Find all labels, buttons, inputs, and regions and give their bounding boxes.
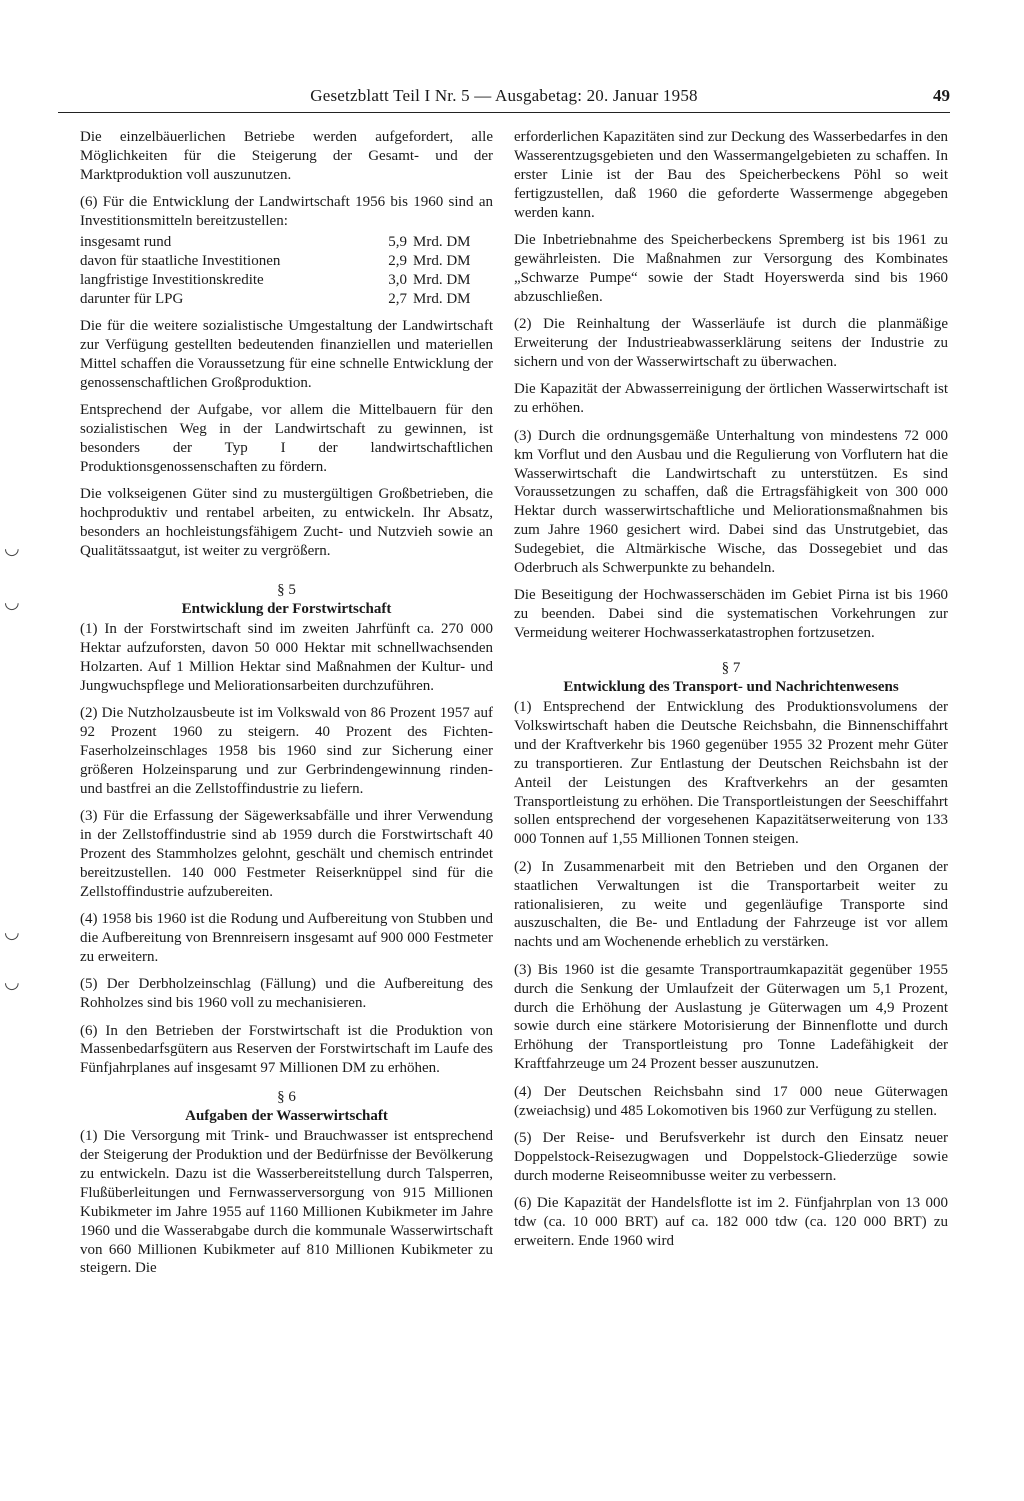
paragraph: Die einzelbäuerlichen Betriebe werden aufgefordert, alle Möglichkeiten für die Steigerung der Gesamt- und der Marktproduktion voll auszunutzen.	[80, 129, 493, 183]
paragraph: (6) Für die Entwicklung der Landwirtschaft 1956 bis 1960 sind an Investitionsmitteln bereitzustellen:	[80, 194, 493, 230]
paragraph: Die Kapazität der Abwasserreinigung der örtlichen Wasserwirtschaft ist zu erhöhen.	[514, 381, 948, 417]
investment-label: darunter für LPG	[80, 290, 184, 307]
paragraph: (4) 1958 bis 1960 ist die Rodung und Aufbereitung von Stubben und die Aufbereitung von Brennreisern insgesamt auf 900 000 Festmeter zu erweitern.	[80, 911, 493, 965]
paragraph: Die für die weitere sozialistische Umgestaltung der Landwirtschaft zur Verfügung gestellten bedeutenden finanziellen und materiellen Mittel schaffen die Voraussetzung für eine schnelle Entwicklung der genossenschaftlichen Großproduktion.	[80, 318, 493, 391]
investment-row	[80, 252, 493, 271]
paragraph: (4) Der Deutschen Reichsbahn sind 17 000 neue Güterwagen (zweiachsig) und 485 Lokomotiven bis 1960 zur Verfügung zu stellen.	[514, 1083, 948, 1119]
section-heading: Entwicklung des Transport- und Nachrichtenwesens	[563, 679, 899, 696]
investment-unit: Mrd. DM	[413, 290, 471, 307]
section-number: § 5	[277, 582, 296, 599]
investment-row	[80, 271, 493, 290]
investment-unit: Mrd. DM	[413, 234, 471, 251]
section-heading: Aufgaben der Wasserwirtschaft	[185, 1108, 388, 1125]
header-title: Gesetzblatt Teil I Nr. 5 — Ausgabetag: 20. Januar 1958	[310, 86, 698, 105]
margin-check-mark: ◡	[4, 972, 20, 992]
paragraph: (2) Die Nutzholzausbeute ist im Volkswald von 86 Prozent 1957 auf 92 Prozent 1960 zu steigern. 40 Prozent des Fichten-Faserholzeinschlages 1958 bis 1960 sind zur Sicherung einer größeren Holzeinsparung und zur Gerbrindengewinnung rinden- und bastfrei an die Zellstoffindustrie zu liefern.	[80, 704, 493, 797]
margin-check-mark: ◡	[4, 538, 20, 558]
paragraph: erforderlichen Kapazitäten sind zur Deckung des Wasserbedarfes in den Wasserentzugsgebieten und den Wassermangelgebieten zu schaffen. In erster Linie ist der Bau des Speicherbeckens Pöhl so weit fertigzustellen, daß 1960 die geforderte Wassermenge abgegeben werden kann.	[514, 129, 948, 221]
page-number: 49	[933, 86, 950, 105]
investment-amount: 3,0	[388, 271, 407, 288]
paragraph: (1) In der Forstwirtschaft sind im zweiten Jahrfünft ca. 270 000 Hektar aufzuforsten, davon 50 000 Hektar mit schnellwachsenden Holzarten. Auf 1 Million Hektar sind Maßnahmen der Kultur- und Jungwuchspflege und Meliorationsarbeiten durchzuführen.	[80, 620, 493, 694]
investment-label: langfristige Investitionskredite	[80, 271, 264, 288]
investment-amount: 2,9	[388, 252, 407, 269]
margin-check-mark: ◡	[4, 592, 20, 612]
investment-label: insgesamt rund	[80, 234, 172, 251]
section-heading: Entwicklung der Forstwirtschaft	[181, 600, 392, 617]
investment-row	[80, 290, 493, 309]
investment-row	[80, 233, 493, 252]
investment-unit: Mrd. DM	[413, 271, 471, 288]
section-number: § 6	[277, 1089, 296, 1106]
paragraph: (6) In den Betrieben der Forstwirtschaft ist die Produktion von Massenbedarfsgütern aus Reserven der Forstwirtschaft im Laufe des Fünfjahrplanes auf insgesamt 97 Millionen DM zu erhöhen.	[80, 1022, 493, 1077]
paragraph: Die Beseitigung der Hochwasserschäden im Gebiet Pirna ist bis 1960 zu beenden. Dabei sind die systematischen Vorkehrungen zur Vermeidung weiterer Hochwasserkatastrophen fortzusetzen.	[514, 587, 948, 642]
paragraph: Die volkseigenen Güter sind zu mustergültigen Großbetrieben, die hochproduktiv und rentabel arbeiten, zu entwickeln. Ihr Absatz, besonders an hochleistungsfähigem Zucht- und Nutzvieh sowie an Qualitätssaatgut, ist weiter zu vergrößern.	[80, 486, 493, 560]
paragraph: Die Inbetriebnahme des Speicherbeckens Spremberg ist bis 1961 zu gewährleisten. Die Maßnahmen zur Versorgung des Kombinates „Schwarze Pumpe“ sowie der Stadt Hoyerswerda sind bis 1960 abzuschließen.	[514, 232, 948, 305]
paragraph: (1) Entsprechend der Entwicklung des Produktionsvolumens der Volkswirtschaft haben die Deutsche Reichsbahn, die Binnenschiffahrt und der Kraftverkehr bis 1960 gegenüber 1955 32 Prozent mehr Güter zu transportieren. Zur Entlastung der Deutschen Reichsbahn ist der Anteil der Leistungen des Kraftverkehrs an der gesamten Transportleistung zu erhöhen. Die Transportleistungen der Seeschiffahrt sollen entsprechend der vorgesehenen Kapazitätserweiterung von 133 000 Tonnen auf 1,55 Millionen Tonnen steigen.	[514, 698, 948, 848]
investment-amount: 2,7	[388, 290, 407, 307]
page-header	[58, 86, 950, 113]
paragraph: (6) Die Kapazität der Handelsflotte ist im 2. Fünfjahrplan von 13 000 tdw (ca. 10 000 BRT) auf ca. 182 000 tdw (ca. 120 000 BRT) zu erweitern. Ende 1960 wird	[514, 1195, 948, 1250]
right-column	[514, 128, 948, 1259]
paragraph: (5) Der Reise- und Berufsverkehr ist durch den Einsatz neuer Doppelstock-Reisezugwagen und Doppelstock-Gliederzüge sowie durch moderne Reiseomnibusse weiter zu verbessern.	[514, 1130, 948, 1184]
paragraph: (1) Die Versorgung mit Trink- und Brauchwasser ist entsprechend der Steigerung der Produktion und der Bedürfnisse der Bevölkerung zu entwickeln. Dazu ist die Wasserbereitstellung durch Talsperren, Flußüberleitungen und Fernwasserversorgung von 915 Millionen Kubikmeter im Jahre 1955 auf 1160 Millionen Kubikmeter im Jahre 1960 und die Wasserabgabe durch die kommunale Wasserwirtschaft von 660 Millionen Kubikmeter auf 810 Millionen Kubikmeter zu steigern. Die	[80, 1128, 493, 1277]
paragraph: (2) Die Reinhaltung der Wasserläufe ist durch die planmäßige Erweiterung der Industrieabwasserklärung seitens der Industrie zu sichern und von der Wasserwirtschaft zu überwachen.	[514, 316, 948, 370]
margin-check-mark: ◡	[4, 922, 20, 942]
investment-amount: 5,9	[388, 234, 407, 251]
paragraph: (3) Für die Erfassung der Sägewerksabfälle und ihrer Verwendung in der Zellstoffindustrie sind ab 1959 durch die Forstwirtschaft 40 Prozent des Stammholzes gelohnt, geschält und chemisch entrindet bereitzustellen. 140 000 Festmeter Reiserknüppel sind für die Zellstoffindustrie aufzubereiten.	[80, 808, 493, 900]
paragraph: Entsprechend der Aufgabe, vor allem die Mittelbauern für den sozialistischen Weg in der Landwirtschaft zu gewinnen, ist besonders der Typ I der landwirtschaftlichen Produktionsgenossenschaften zu fördern.	[80, 402, 493, 475]
left-column	[80, 128, 493, 1287]
paragraph: (3) Durch die ordnungsgemäße Unterhaltung von mindestens 72 000 km Vorflut und den Ausbau und die Regulierung von Vorflutern hat die Wasserwirtschaft die Landwirtschaft zu unterstützen. Es sind Voraussetzungen zu schaffen, daß die Ertragsfähigkeit von 300 000 Hektar durch wasserwirtschaftliche und Meliorationsmaßnahmen bis zum Jahre 1960 gesichert wird. Dabei sind das Unstrutgebiet, das Sudegebiet, die Altmärkische Wische, das Dossegebiet und das Oderbruch als Schwerpunkte zu behandeln.	[514, 427, 948, 577]
investment-unit: Mrd. DM	[413, 252, 471, 269]
paragraph: (2) In Zusammenarbeit mit den Betrieben und den Organen der staatlichen Verwaltungen ist die Transportarbeit weiter zu rationalisieren, zu weite und gegenläufige Transporte sind auszuschalten, die Be- und Entladung der Fahrzeuge ist vor allem nachts und am Wochenende erheblich zu verstärken.	[514, 858, 948, 951]
paragraph: (5) Der Derbholzeinschlag (Fällung) und die Aufbereitung des Rohholzes sind bis 1960 voll zu mechanisieren.	[80, 976, 493, 1012]
paragraph: (3) Bis 1960 ist die gesamte Transportraumkapazität gegenüber 1955 durch die Senkung der Umlaufzeit der Güterwagen um 5,1 Prozent, durch die Erhöhung der Auslastung je Güterwagen um 4,9 Prozent sowie durch eine stärkere Motorisierung der Binnenflotte und durch Erhöhung der Transportleistung pro Tonne Ladefähigkeit der Kraftfahrzeuge um 24 Prozent besser auszunutzen.	[514, 961, 948, 1073]
investment-label: davon für staatliche Investitionen	[80, 252, 281, 269]
investment-table	[80, 233, 493, 309]
section-number: § 7	[721, 660, 741, 677]
